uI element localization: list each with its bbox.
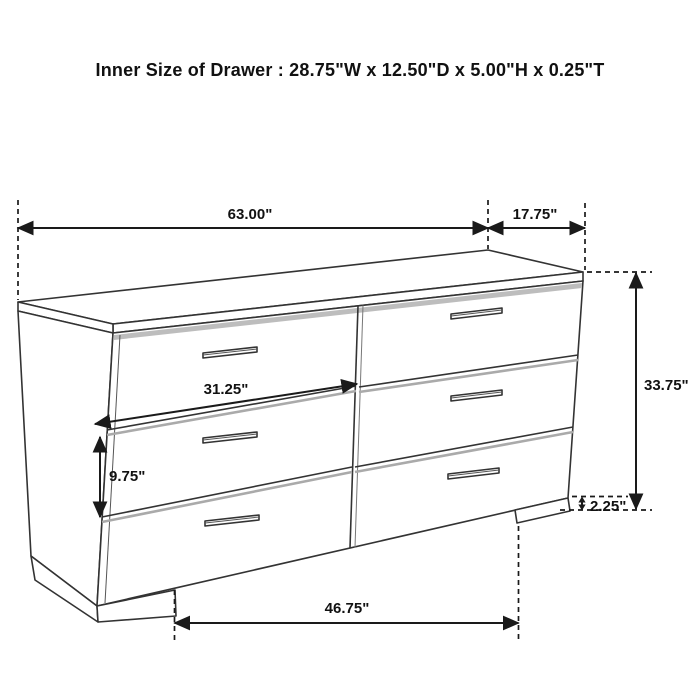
dim-label-base-height: 2.25": [590, 498, 627, 515]
dim-leg-spacing: [175, 600, 519, 623]
dim-top-depth: [488, 206, 585, 228]
dim-label-overall-height: 33.75": [644, 377, 689, 394]
dim-label-top-depth: 17.75": [512, 206, 558, 223]
dresser-drawing: [18, 250, 583, 622]
dim-label-drawer-section-height: 9.75": [109, 468, 146, 485]
dim-top-width: [18, 206, 488, 228]
dim-base-height: [578, 497, 626, 516]
dim-label-top-width: 63.00": [227, 206, 273, 223]
dim-label-leg-spacing: 46.75": [324, 600, 370, 617]
dim-label-drawer-front-width: 31.25": [203, 381, 249, 398]
dim-overall-height: [636, 273, 689, 509]
page-title: Inner Size of Drawer : 28.75"W x 12.50"D x 5.00"H x 0.25"T: [95, 60, 605, 80]
